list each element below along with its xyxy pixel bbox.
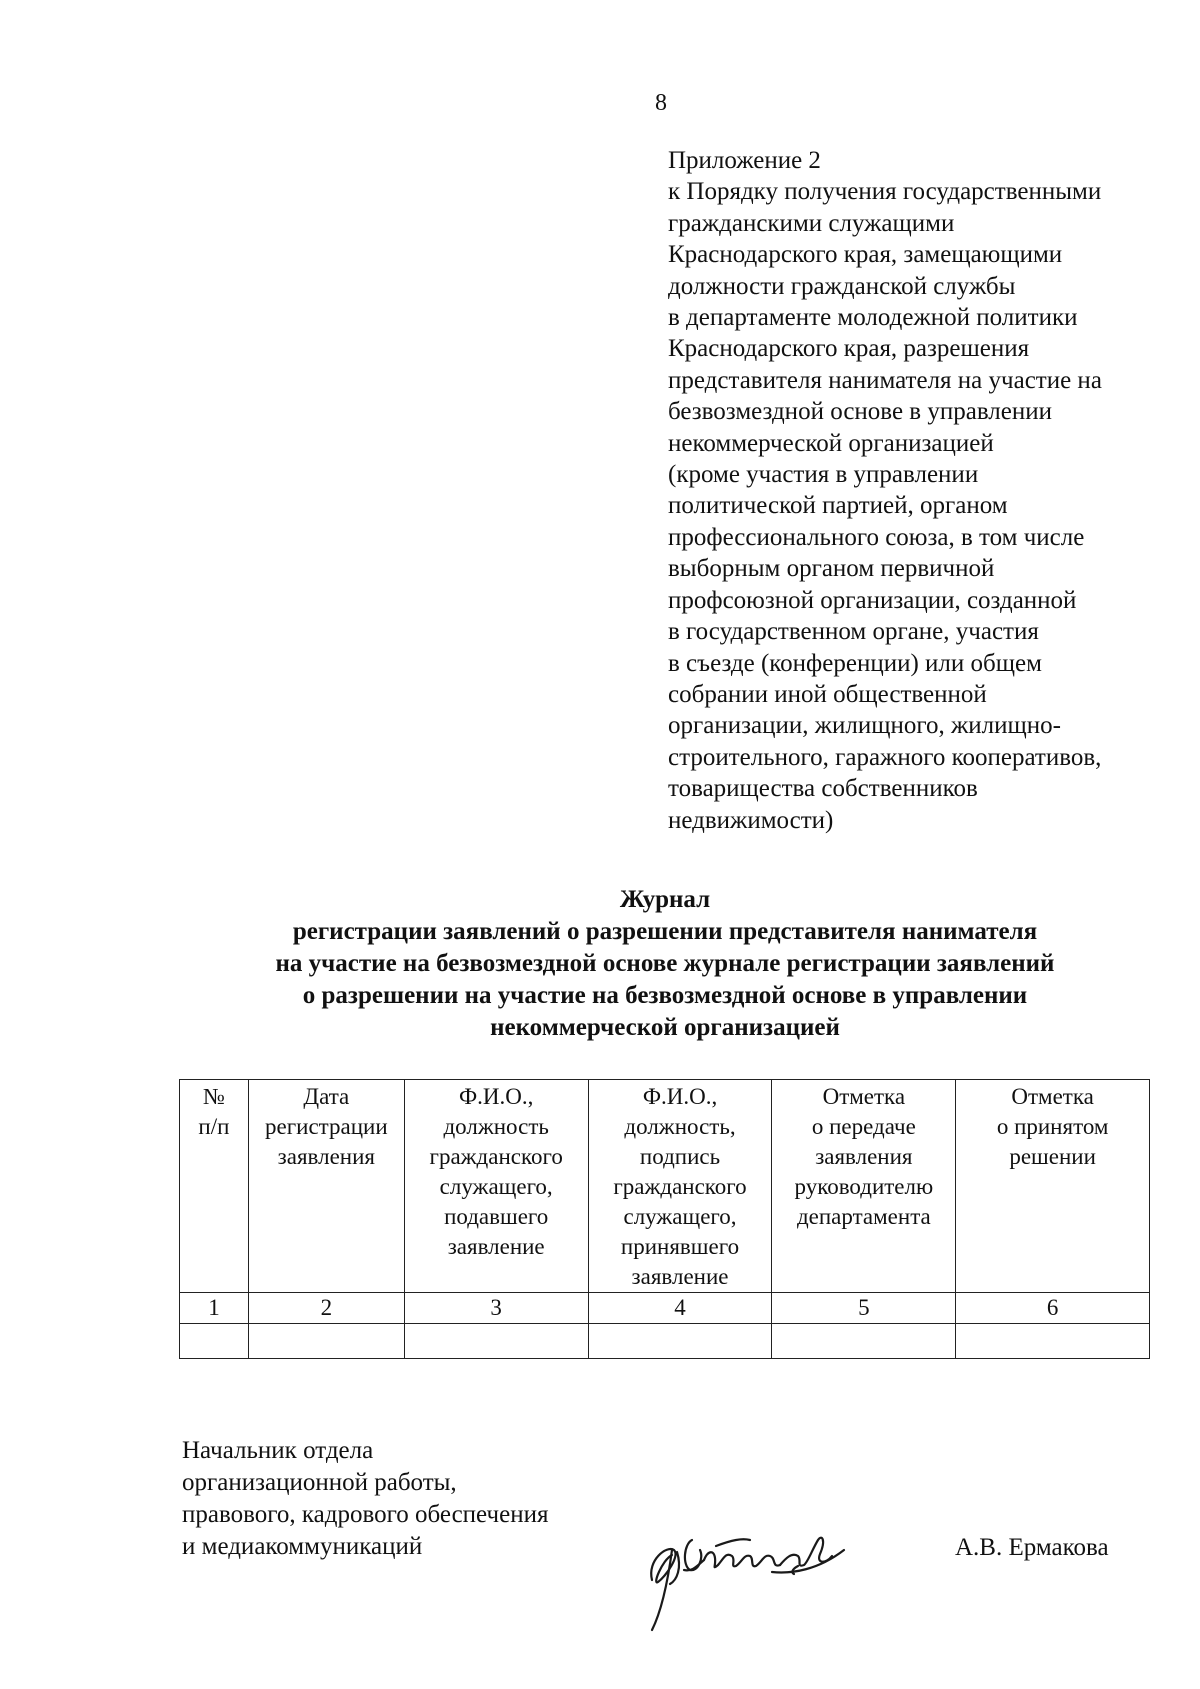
journal-title bbox=[100, 884, 1200, 1044]
appendix-line: в департаменте молодежной политики bbox=[668, 304, 1078, 332]
journal-title-line: о разрешении на участие на безвозмездной основе в управлении bbox=[302, 982, 1028, 1009]
journal-title-line: на участие на безвозмездной основе журнале регистрации заявлений bbox=[275, 950, 1055, 977]
header-text: руководителю bbox=[794, 1174, 934, 1199]
header-text: должность, bbox=[624, 1114, 736, 1139]
signature-position bbox=[182, 1435, 548, 1563]
registry-table bbox=[179, 1079, 1150, 1359]
appendix-line: безвозмездной основе в управлении bbox=[668, 398, 1053, 426]
header-text: заявления bbox=[277, 1144, 375, 1169]
appendix-line: к Порядку получения государственными bbox=[668, 178, 1102, 206]
header-text: служащего, bbox=[623, 1204, 737, 1229]
page-number: 8 bbox=[655, 90, 667, 116]
header-text: заявления bbox=[815, 1144, 913, 1169]
header-text: заявление bbox=[447, 1234, 545, 1259]
column-number-cell: 2 bbox=[248, 1293, 404, 1324]
appendix-line: Приложение 2 bbox=[668, 147, 821, 174]
table-column-number-row bbox=[180, 1293, 1150, 1324]
journal-title-line: некоммерческой организацией bbox=[490, 1014, 840, 1041]
header-text: Ф.И.О., bbox=[642, 1084, 718, 1109]
appendix-line: недвижимости) bbox=[668, 806, 834, 834]
appendix-line: в государственном органе, участия bbox=[668, 618, 1039, 646]
header-text: подавшего bbox=[444, 1204, 549, 1229]
column-header-registration-date bbox=[248, 1080, 404, 1293]
header-text: Ф.И.О., bbox=[458, 1084, 534, 1109]
header-text: о передаче bbox=[811, 1114, 916, 1139]
appendix-line: строительного, гаражного кооперативов, bbox=[668, 743, 1102, 771]
appendix-line: должности гражданской службы bbox=[668, 272, 1016, 300]
appendix-line: политической партией, органом bbox=[668, 492, 1008, 520]
header-text: гражданского bbox=[429, 1144, 563, 1169]
handwritten-signature bbox=[622, 1510, 862, 1640]
appendix-line: собрании иной общественной bbox=[668, 680, 987, 708]
empty-cell bbox=[588, 1324, 772, 1359]
empty-cell bbox=[248, 1324, 404, 1359]
header-text: заявление bbox=[631, 1264, 729, 1289]
header-text: п/п bbox=[198, 1114, 230, 1139]
column-number-cell: 1 bbox=[180, 1293, 249, 1324]
journal-title-line: регистрации заявлений о разрешении представителя нанимателя bbox=[292, 918, 1038, 945]
position-line: правового, кадрового обеспечения bbox=[182, 1501, 549, 1528]
appendix-line: представителя нанимателя на участие на bbox=[668, 366, 1102, 394]
appendix-line: некоммерческой организацией bbox=[668, 429, 994, 457]
header-text: гражданского bbox=[613, 1174, 747, 1199]
journal-title-line: Журнал bbox=[619, 886, 711, 913]
header-text: служащего, bbox=[439, 1174, 553, 1199]
position-line: и медиакоммуникаций bbox=[182, 1533, 423, 1560]
signer-name: А.В. Ермакова bbox=[955, 1534, 1109, 1561]
column-number-cell: 3 bbox=[404, 1293, 588, 1324]
header-text: Дата bbox=[303, 1084, 350, 1109]
appendix-line: профсоюзной организации, созданной bbox=[668, 586, 1077, 614]
column-header-receiver bbox=[588, 1080, 772, 1293]
position-line: Начальник отдела bbox=[182, 1437, 374, 1464]
appendix-line: Краснодарского края, замещающими bbox=[668, 241, 1063, 269]
header-text: № bbox=[202, 1084, 225, 1109]
table-empty-row bbox=[180, 1324, 1150, 1359]
column-header-decision-mark bbox=[956, 1080, 1150, 1293]
column-number-cell: 5 bbox=[772, 1293, 956, 1324]
appendix-line: организации, жилищного, жилищно- bbox=[668, 712, 1061, 740]
appendix-line: профессионального союза, в том числе bbox=[668, 523, 1085, 551]
position-line: организационной работы, bbox=[182, 1469, 457, 1496]
column-number-cell: 6 bbox=[956, 1293, 1150, 1324]
column-header-transfer-mark bbox=[772, 1080, 956, 1293]
appendix-block bbox=[668, 145, 1168, 836]
header-text: Отметка bbox=[1011, 1084, 1094, 1109]
header-text: департамента bbox=[796, 1204, 931, 1229]
appendix-line: гражданскими служащими bbox=[668, 209, 955, 237]
empty-cell bbox=[956, 1324, 1150, 1359]
column-header-applicant bbox=[404, 1080, 588, 1293]
column-header-number bbox=[180, 1080, 249, 1293]
header-text: регистрации bbox=[265, 1114, 388, 1139]
appendix-line: в съезде (конференции) или общем bbox=[668, 649, 1042, 677]
appendix-line: товарищества собственников bbox=[668, 775, 978, 803]
header-text: о принятом bbox=[996, 1114, 1109, 1139]
header-text: подпись bbox=[639, 1144, 721, 1169]
empty-cell bbox=[404, 1324, 588, 1359]
empty-cell bbox=[772, 1324, 956, 1359]
appendix-line: Краснодарского края, разрешения bbox=[668, 335, 1030, 363]
header-text: решении bbox=[1009, 1144, 1096, 1169]
empty-cell bbox=[180, 1324, 249, 1359]
table-header-row bbox=[180, 1080, 1150, 1293]
appendix-line: выборным органом первичной bbox=[668, 555, 995, 583]
column-number-cell: 4 bbox=[588, 1293, 772, 1324]
header-text: Отметка bbox=[822, 1084, 906, 1109]
header-text: должность bbox=[443, 1114, 549, 1139]
header-text: принявшего bbox=[620, 1234, 740, 1259]
appendix-line: (кроме участия в управлении bbox=[668, 461, 979, 489]
